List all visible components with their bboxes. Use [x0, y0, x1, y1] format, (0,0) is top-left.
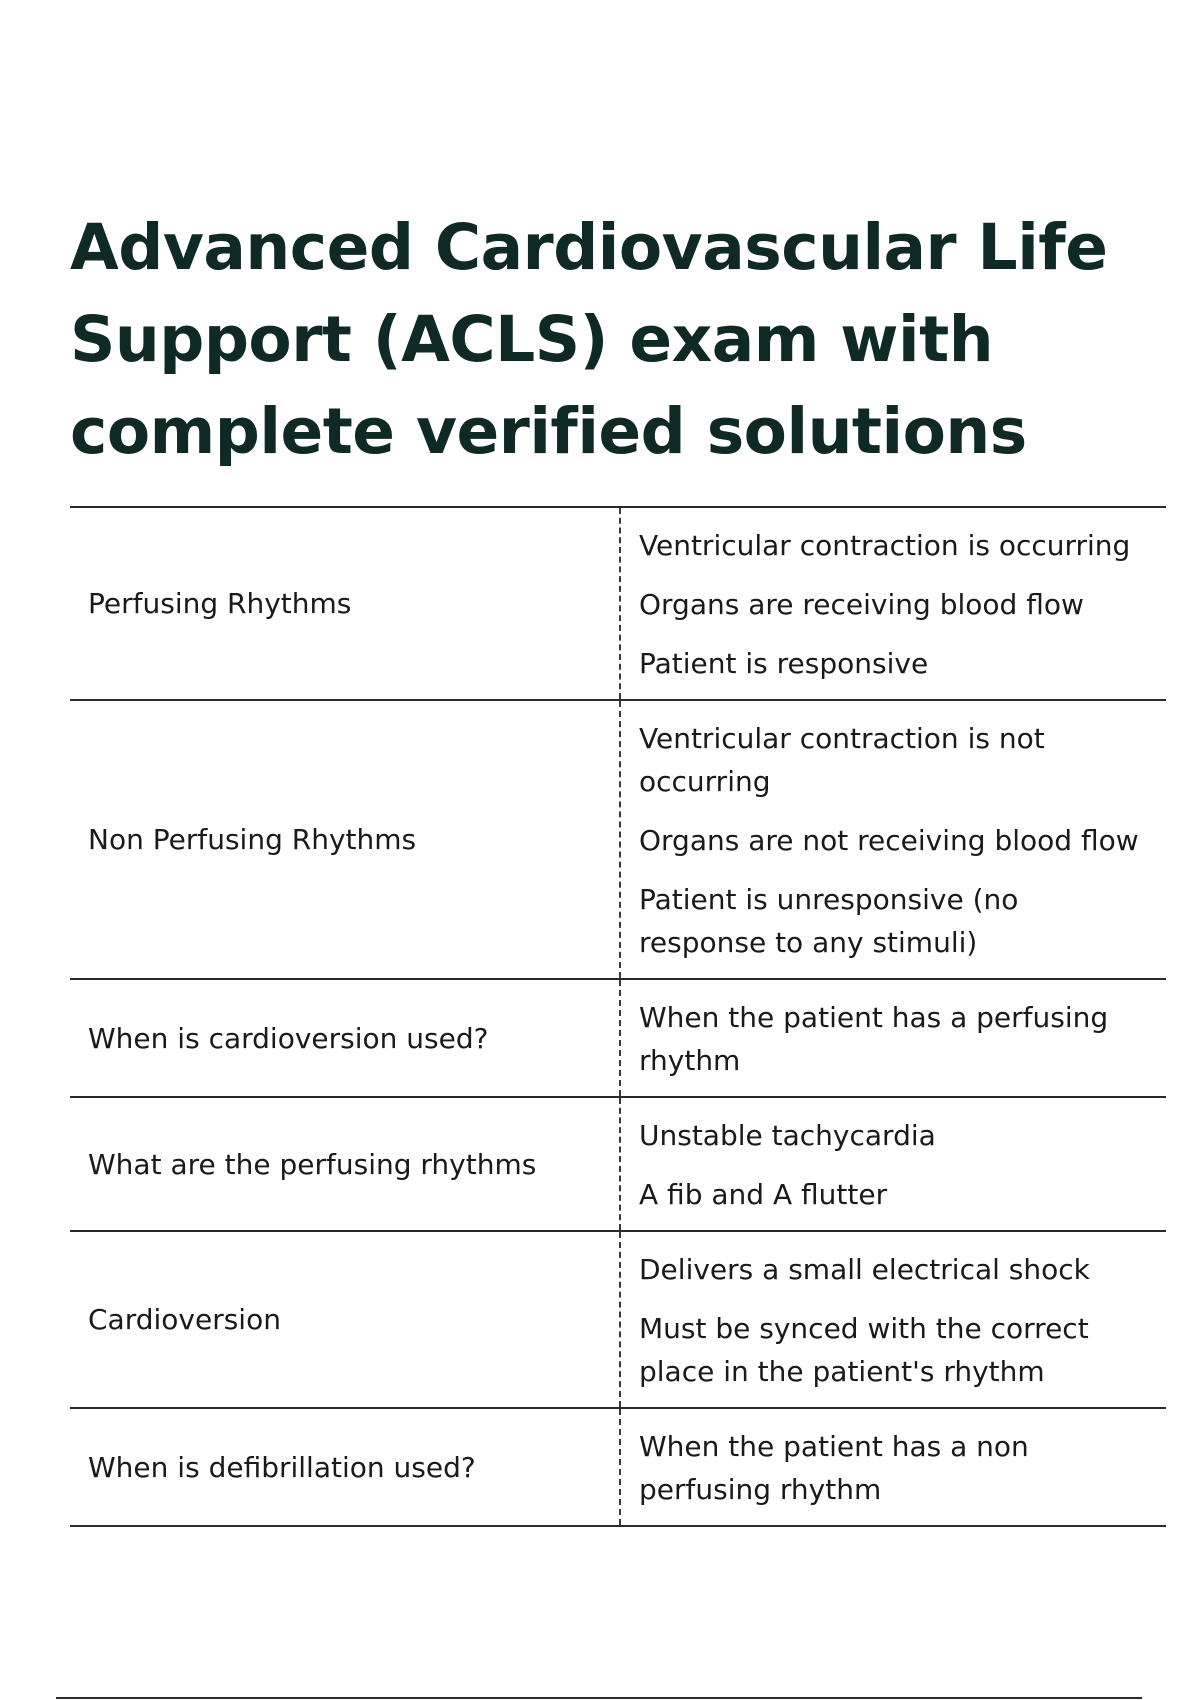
definition-cell [619, 1232, 1166, 1407]
table-row [70, 980, 1166, 1098]
definition-line: When the patient has a non perfusing rhythm [639, 1430, 1029, 1506]
definition-line: Patient is unresponsive (no response to any stimuli) [639, 883, 1019, 959]
definition-line: Unstable tachycardia [639, 1119, 936, 1152]
table-row [70, 701, 1166, 980]
table-row [70, 1098, 1166, 1232]
definition-cell [619, 701, 1166, 978]
definition-line: Patient is responsive [639, 647, 929, 680]
table-row [70, 508, 1166, 701]
definition-line: Delivers a small electrical shock [639, 1253, 1090, 1286]
definition-line: When the patient has a perfusing rhythm [639, 1001, 1109, 1077]
term-cell: When is cardioversion used? [88, 1021, 489, 1055]
term-cell: What are the perfusing rhythms [88, 1147, 537, 1181]
term-cell: Perfusing Rhythms [88, 587, 352, 620]
definition-line: Ventricular contraction is not occurring [639, 722, 1045, 798]
definition-line: Ventricular contraction is occurring [639, 529, 1131, 562]
term-cell: Cardioversion [88, 1303, 281, 1336]
table-row [70, 1409, 1166, 1527]
definition-cell [619, 1409, 1166, 1525]
footer-divider [56, 1697, 1142, 1699]
definition-cell [619, 980, 1166, 1096]
definition-line: Organs are receiving blood flow [639, 588, 1084, 621]
definition-line: A fib and A flutter [639, 1178, 888, 1211]
qa-table [70, 506, 1166, 1527]
table-row [70, 1232, 1166, 1409]
term-cell: When is defibrillation used? [88, 1450, 476, 1484]
definition-line: Must be synced with the correct place in the patient's rhythm [639, 1312, 1089, 1388]
page-title: Advanced Cardiovascular Life Support (ACLS) exam with complete verified solutions [70, 211, 1108, 468]
definition-line: Organs are not receiving blood flow [639, 824, 1139, 857]
definition-cell [619, 508, 1166, 699]
term-cell: Non Perfusing Rhythms [88, 823, 417, 856]
definition-cell [619, 1098, 1166, 1230]
